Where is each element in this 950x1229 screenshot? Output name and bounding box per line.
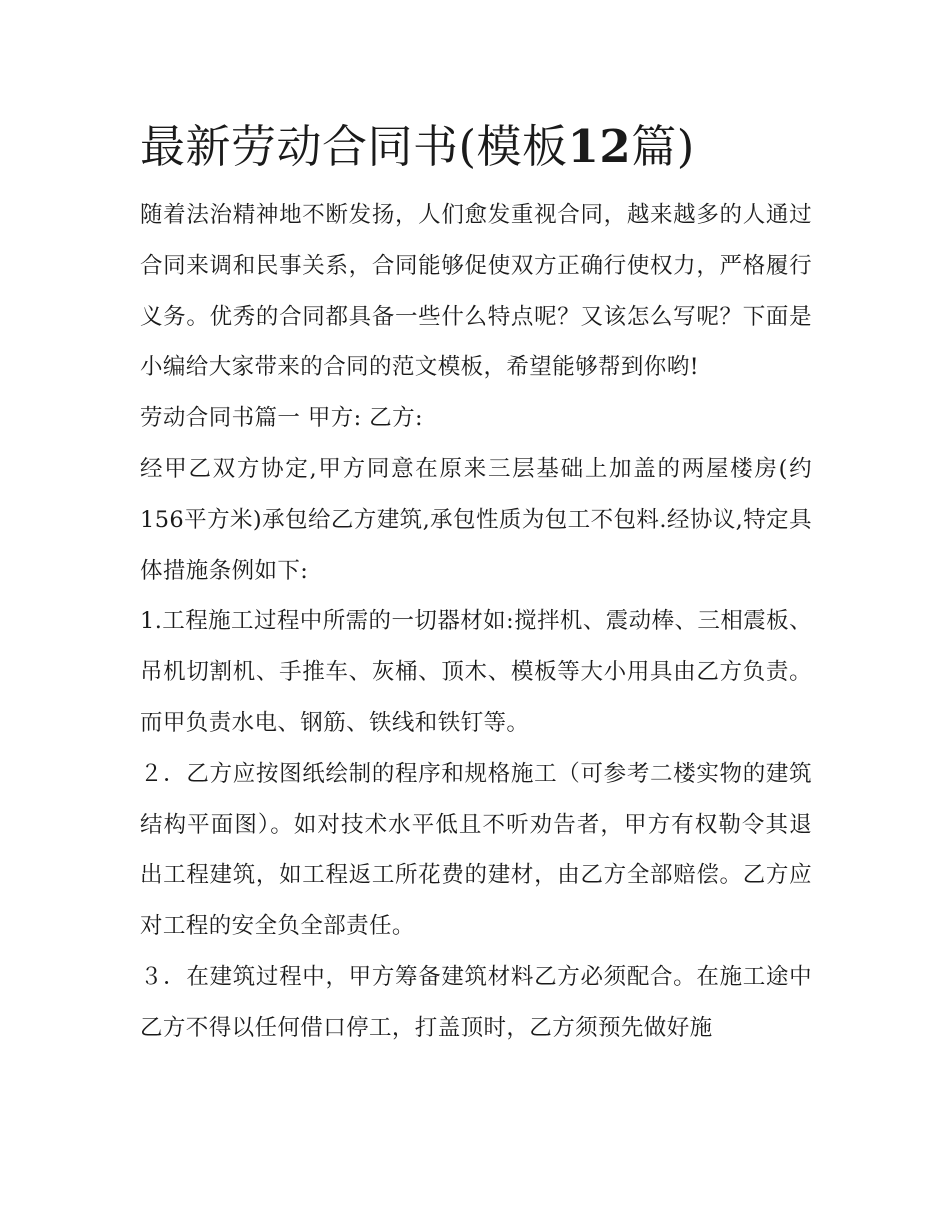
section-heading-contract-one: 劳动合同书篇一 甲方: 乙方: (140, 405, 423, 432)
intro-paragraph: 随着法治精神地不断发扬，人们愈发重视合同，越来越多的人通过合同来调和民事关系，合同能够促使双方正确行使权力，严格履行义务。优秀的合同都具备一些什么特点呢？又该怎么写呢？下面是小编给大家带来的合同的范文模板，希望能够帮到你哟! (140, 202, 812, 381)
title-text-before: 最新劳动合同书(模板 (140, 120, 568, 173)
document-title (140, 112, 812, 182)
clause-1: 1.工程施工过程中所需的一切器材如:搅拌机、震动棒、三相震板、吊机切割机、手推车、灰桶、顶木、模板等大小用具由乙方负责。而甲负责水电、钢筋、铁线和铁钉等。 (140, 608, 812, 736)
title-number: 12 (567, 120, 632, 173)
document-body (140, 112, 812, 1054)
title-text-after: 篇) (631, 120, 695, 173)
clause-2: ２．乙方应按图纸绘制的程序和规格施工（可参考二楼实物的建筑结构平面图）。如对技术水平低且不听劝告者，甲方有权勒令其退出工程建筑，如工程返工所花费的建材，由乙方全部赔偿。乙方应对工程的安全负全部责任。 (140, 760, 812, 940)
clause-3: ３．在建筑过程中，甲方筹备建筑材料乙方必须配合。在施工途中乙方不得以任何借口停工，打盖顶时，乙方须预先做好施 (140, 963, 812, 1041)
agreement-paragraph: 经甲乙双方协定,甲方同意在原来三层基础上加盖的两屋楼房(约156平方米)承包给乙方建筑,承包性质为包工不包料.经协议,特定具体措施条例如下: (140, 455, 812, 584)
